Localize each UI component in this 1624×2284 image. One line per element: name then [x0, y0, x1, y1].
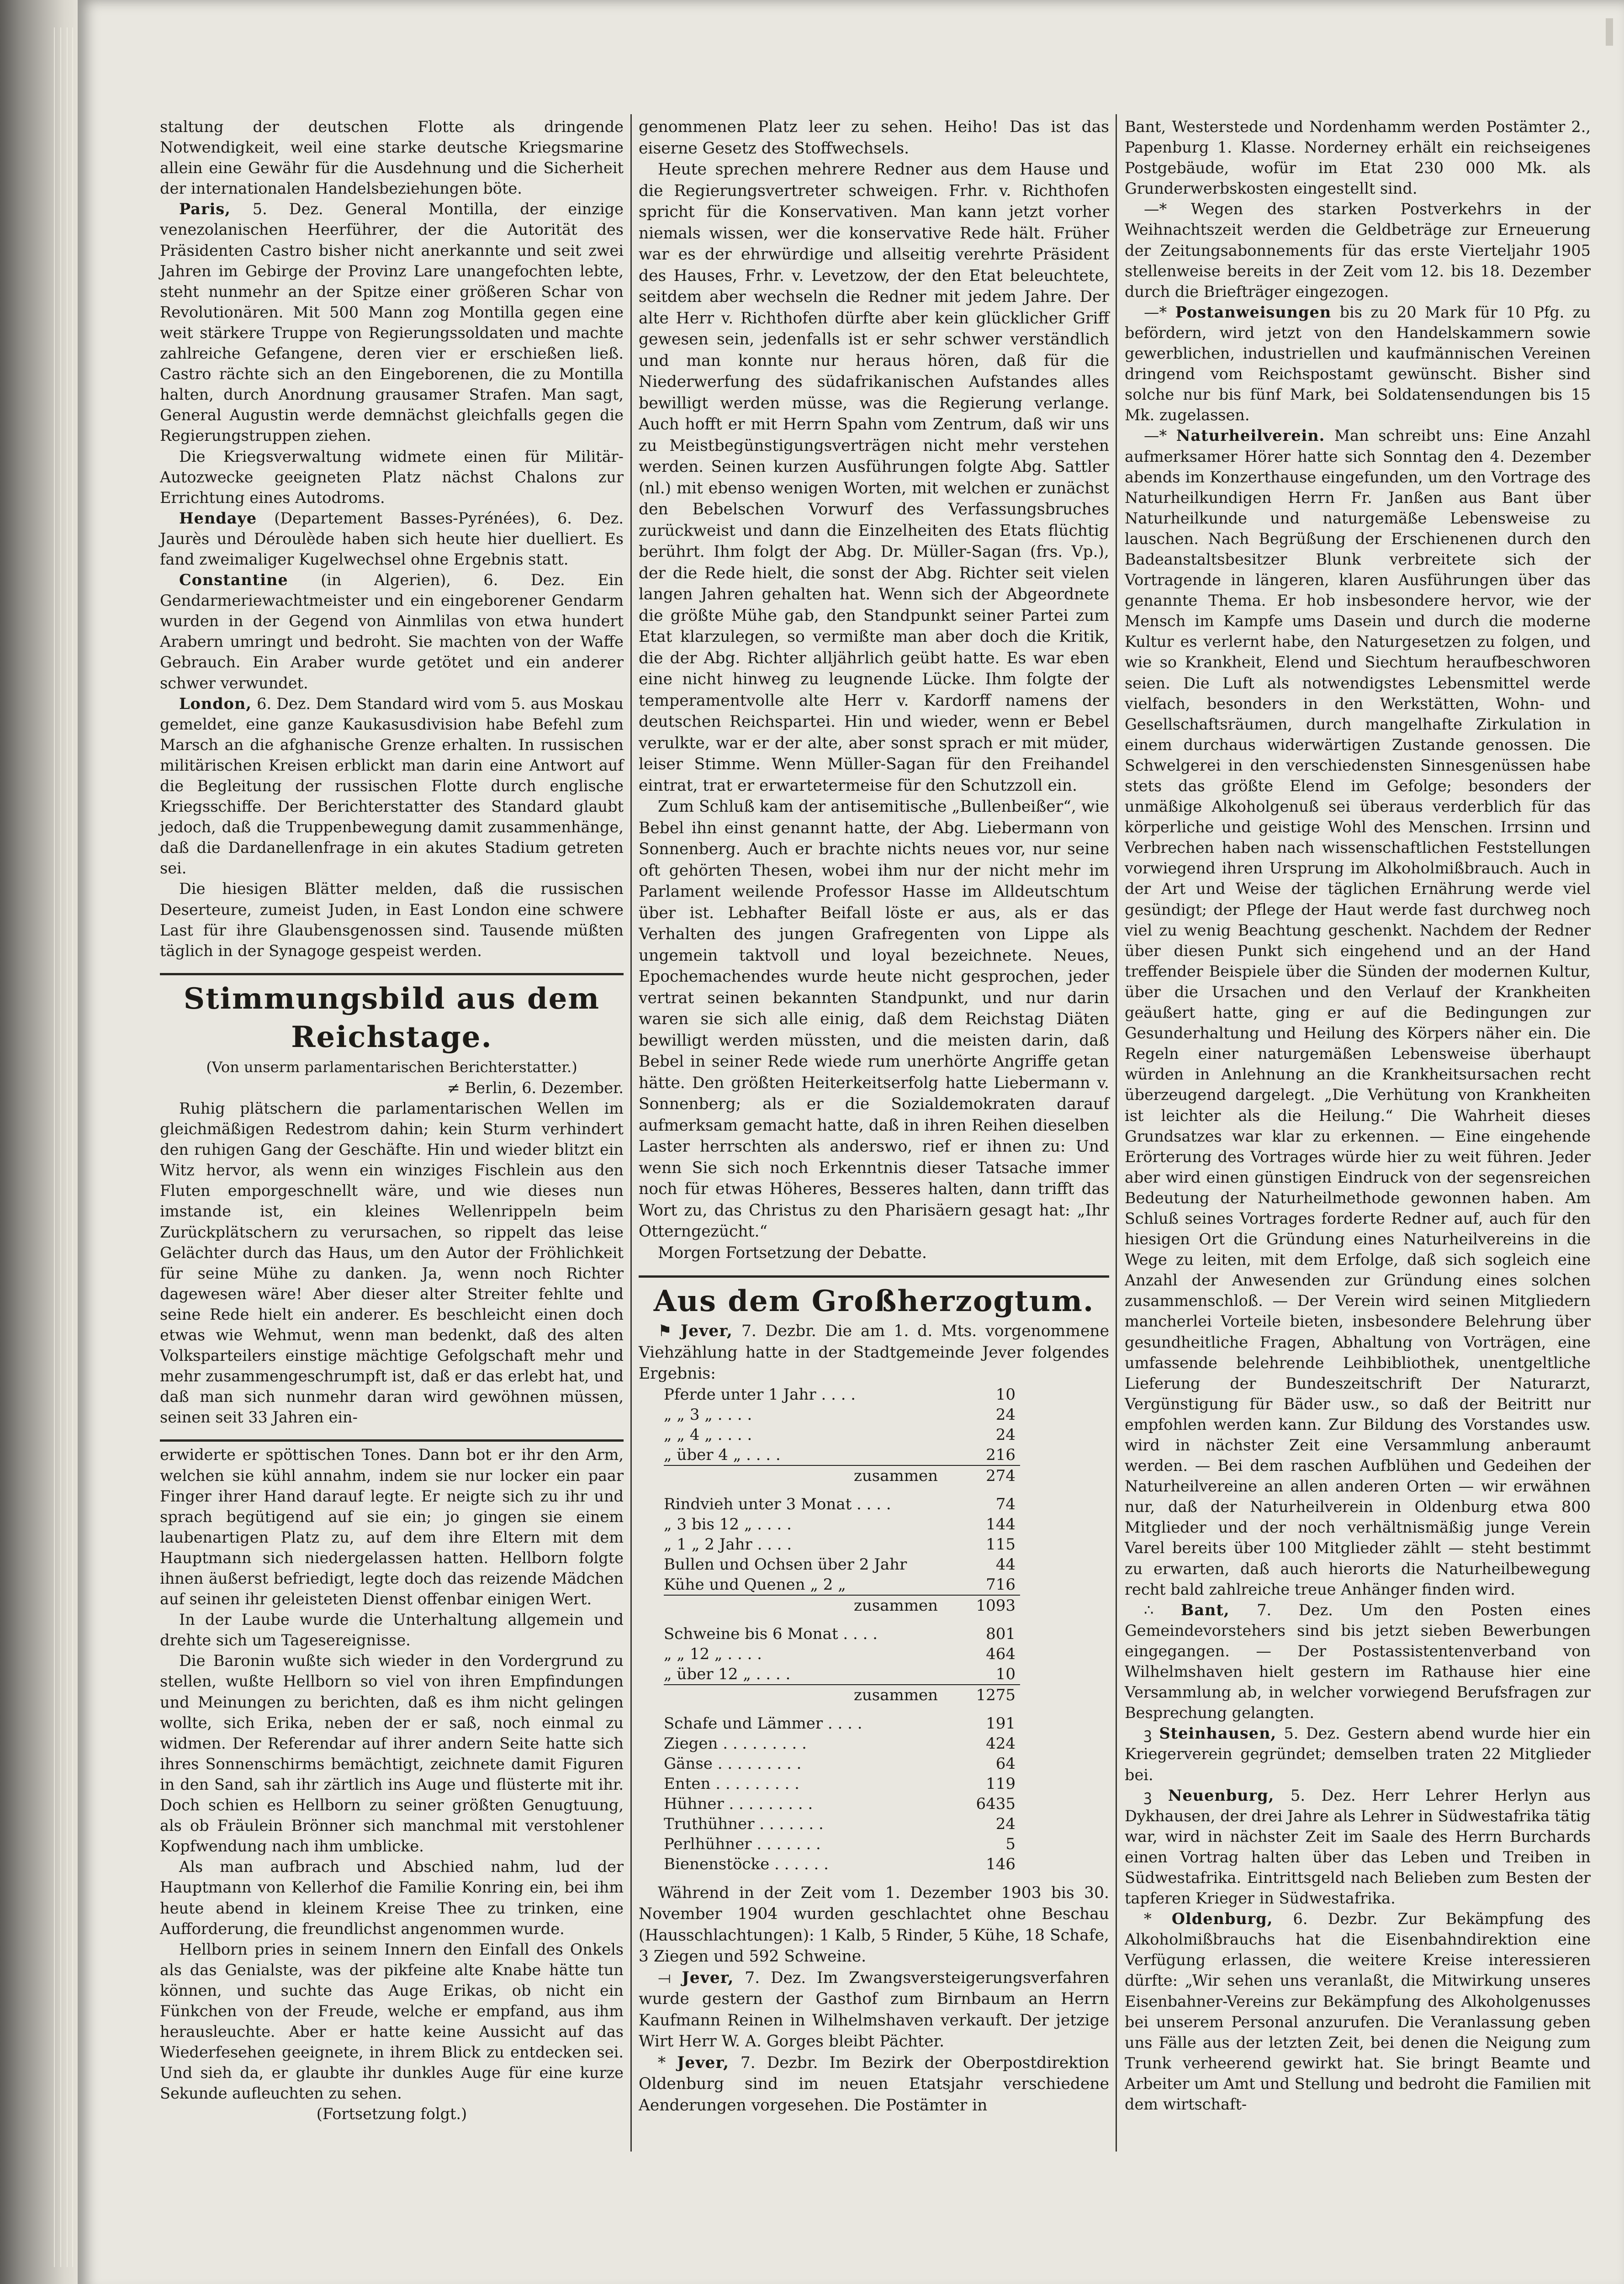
- row-label: Enten . . . . . . . . .: [664, 1774, 799, 1793]
- feuilleton-text: erwiderte er spöttischen Tones. Dann bot er ihr den Arm, welchen sie kühl annahm, indem sie nur locker ein paar Finger ihrer Hand darauf legte. Er neigte sich zu ihr und sprach begütigend auf sie ein; jo gingen sie einem laubenartigen Platz zu, auf dem ihre Eltern mit dem Hauptmann sich niedergelassen hatten. Hellborn folgte ihnen äußerst befriedigt, legte doch das reizende Mädchen auf seinen ihr geleisteten Dienst offenbar einigen Wert.: [160, 1446, 624, 1608]
- column-rule-2: [1116, 114, 1117, 2152]
- place-name: Paris,: [179, 200, 231, 218]
- item-keyword: Naturheilverein.: [1176, 427, 1325, 445]
- livestock-table: [664, 1385, 1020, 1882]
- row-label: Pferde unter 1 Jahr . . . .: [664, 1385, 856, 1404]
- table-row: [664, 1854, 1020, 1874]
- item-mark-icon: ⚑: [658, 1322, 672, 1340]
- section-subline: (Von unserm parlamentarischen Berichterstatter.): [206, 1058, 577, 1076]
- sum-label: zusammen: [664, 1465, 952, 1486]
- dateline: ≠ Berlin, 6. Dezember.: [447, 1079, 624, 1097]
- row-value: 24: [995, 1405, 1016, 1424]
- row-value: 115: [986, 1535, 1016, 1554]
- sum-value: 1093: [952, 1595, 1020, 1616]
- item-mark-icon: ꝫ: [1144, 1724, 1152, 1743]
- row-value: 216: [986, 1445, 1016, 1464]
- news-item-hendaye: Hendaye (Departement Basses-Pyrénées), 6. Dez. Jaurès und Déroulède haben sich heute hier duelliert. Es fand zweimaliger Kugelwechsel ohne Ergebnis statt.: [160, 509, 624, 568]
- article-text: Während in der Zeit vom 1. Dezember 1903 bis 30. November 1904 wurden geschlachtet ohne Beschau (Hausschlachtungen): 1 Kalb, 5 Rinder, 5 Kühe, 18 Schafe, 3 Ziegen und 592 Schweine.: [639, 1883, 1109, 1966]
- table-row: [664, 1445, 1020, 1465]
- news-item-paris: Paris, 5. Dez. General Montilla, der einzige venezolanischen Heerführer, der die Autorität des Präsidenten Castro bisher nicht anerkannte und seit zwei Jahren im Gebirge der Provinz Lare unangefochten lebte, steht nunmehr an der Spitze einer größeren Schar von Revolutionären. Mit 500 Mann zog Montilla gegen eine weit stärkere Truppe von Regierungssoldaten und machte zahlreiche Gefangene, deren vier er erschießen ließ. Castro rächte sich an den Eingeborenen, die zu Montilla halten, durch Anordnung grausamer Strafen. Man sagt, General Augustin werde demnächst gleichfalls gegen die Regierungstruppen ziehen.: [160, 200, 624, 445]
- sum-label: zusammen: [664, 1595, 952, 1616]
- section-divider: [639, 1275, 1109, 1278]
- feuilleton-text: Die Baronin wußte sich wieder in den Vordergrund zu stellen, wußte Hellborn so viel von ihren Empfindungen und Meinungen zu berichten, daß es ihm nicht gelingen wollte, sich Erika, neben der er saß, noch einmal zu widmen. Der Referendar auf ihrer andern Seite hatte sich ihres Sonnenschirms bemächtigt, zeichnete damit Figuren in den Sand, sah ihr zärtlich ins Auge und flüsterte mit ihr. Doch schien es Hellborn zu seiner größten Genugtuung, als ob Fräulein Brönner sich manchmal mit verstohlener Kopfwendung nach ihm umblicke.: [160, 1652, 624, 1856]
- table-sum-row: [664, 1685, 1020, 1705]
- news-item-jever-post: * Jever, 7. Dezbr. Im Bezirk der Oberpostdirektion Oldenburg sind im neuen Etatsjahr verschiedene Aenderungen vorgesehen. Die Postämter in: [639, 2053, 1109, 2115]
- news-item-jever-gasthof: ⟞ Jever, 7. Dez. Im Zwangsversteigerungsverfahren wurde gestern der Gasthof zum Birnbaum an Herrn Kaufmann Reinen in Wilhelmshaven verkauft. Der jetzige Wirt Herr W. A. Gorges bleibt Pächter.: [639, 1968, 1109, 2051]
- news-item-blaetter: Die hiesigen Blätter melden, daß die russischen Deserteure, zumeist Juden, in East London eine schwere Last für ihre Glaubensgenossen sind. Tausende müßten täglich in der Synagoge gespeist werden.: [160, 880, 624, 960]
- place-name: Bant,: [1181, 1601, 1230, 1619]
- place-name: Oldenburg,: [1171, 1910, 1273, 1928]
- row-value: 5: [1005, 1835, 1016, 1853]
- news-item-naturheilverein: —* Naturheilverein. Man schreibt uns: Eine Anzahl aufmerksamer Hörer hatte sich Sonntag den 4. Dezember abends im Konzerthause eingefunden, um den Vortrage des Naturheilkundigen Herrn Fr. Janßen aus Bant über Naturheilkunde und naturgemäße Lebensweise zu lauschen. Nach Begrüßung der Erschienenen durch den Badeanstaltsbesitzer Blunk verbreitete sich der Vortragende in längeren, klaren Ausführungen über das genannte Thema. Er hob insbesondere hervor, wie der Mensch im Kampfe ums Dasein und durch die moderne Kultur es verlernt habe, den Naturgesetzen zu folgen, und wie so Krankheit, Elend und Siechtum heraufbeschworen seien. Die Luft als notwendigstes Lebensmittel werde vielfach, besonders in den Werkstätten, Wohn- und Gesellschaftsräumen, durch mangelhafte Zirkulation in einem durchaus widerwärtigen Zustande genossen. Die Schwelgerei in den verschiedensten Sinnesgenüssen habe stets das größte Elend im Gefolge; besonders der unmäßige Alkoholgenuß sei überaus verderblich für das körperliche und geistige Wohl des Menschen. Irrsinn und Verbrechen haben nach wissenschaftlichen Feststellungen vorwiegend ihren Ursprung im Alkoholmißbrauch. Auch in der Art und Weise der täglichen Ernährung werde viel gesündigt; der Pflege der Haut werde fast durchweg noch viel zu wenig Beachtung geschenkt. Nachdem der Redner über diesen Punkt sich eingehend und an der Hand treffender Beispiele über die Sünden der modernen Kultur, über die Ursachen und den Verlauf der Krankheiten geäußert hatte, ging er auf die Bedingungen zur Gesunderhaltung und Heilung des Körpers näher ein. Die Regeln einer naturgemäßen Lebensweise überhaupt würden in Anlehnung an die Krankheitsursachen recht überzeugend dargelegt. „Die Verhütung von Krankheiten ist leichter als die Heilung.“ Die Wahrheit dieses Grundsatzes war klar zu erkennen. — Eine eingehende Erörterung des Vortrages würde hier zu weit führen. Jeder aber wird einen günstigen Eindruck von der segensreichen Bedeutung der Naturheilmethode gewonnen haben. Am Schluß seines Vortrages forderte Redner auf, auch für den hiesigen Ort die Gründung eines Naturheilvereins in die Wege zu leiten, mit dem Erfolge, daß sich sogleich eine Anzahl der Anwesenden zur Gründung eines solchen zusammenschloß. — Der Verein wird seinen Mitgliedern mancherlei Vorteile bieten, insbesondere Belehrung über gesundheitliche Fragen, Abhaltung von Vorträgen, eine umfassende belehrende Leihbibliothek, unentgeltliche Lieferung der Bundeszeitschrift Der Naturarzt, Vergünstigung für Bäder usw., so daß der Beitritt nur empfohlen werden kann. Zur Bildung des Vorstandes usw. wird in nächster Zeit eine Versammlung anberaumt werden. — Bei dem raschen Aufblühen und Gedeihen der Naturheilvereine an allen anderen Orten — wir erwähnen nur, daß der Naturheilverein in Oldenburg etwa 800 Mitglieder und der noch verhältnismäßig junge Verein Varel bereits über 100 Mitglieder zählt — steht bestimmt zu erwarten, daß auch hierorts die Naturheilbewegung recht bald zahlreiche treue Anhänger finden wird.: [1125, 427, 1591, 1598]
- table-row: [664, 1664, 1020, 1685]
- place-name: Jever,: [682, 1968, 734, 1987]
- news-item-neuenburg: ꝫ Neuenburg, 5. Dez. Herr Lehrer Herlyn aus Dykhausen, der drei Jahre als Lehrer in Südwestafrika tätig war, wird in nächster Zeit im Saale des Herrn Burchards einen Vortrag halten über das Leben und Treiben in Südwestafrika. Eintrittsgeld nach Belieben zum Besten der tapferen Krieger in Südwestafrika.: [1125, 1786, 1591, 1908]
- column-2: [639, 116, 1109, 2116]
- table-row: [664, 1713, 1020, 1734]
- column-1: [160, 116, 624, 2125]
- article-text: staltung der deutschen Flotte als dringende Notwendigkeit, weil eine starke deutsche Kriegsmarine allein eine Gewähr für die Ausdehnung und die Sicherheit der internationalen Handelsbeziehungen böte.: [160, 118, 624, 198]
- item-keyword: Postanweisungen: [1175, 303, 1332, 321]
- page-edge: [1606, 18, 1613, 46]
- table-sum-row: [664, 1465, 1020, 1486]
- feuilleton-divider: [160, 1439, 624, 1442]
- item-mark-icon: ∴: [1144, 1601, 1154, 1619]
- row-value: 44: [995, 1555, 1016, 1574]
- news-item-bant: ∴ Bant, 7. Dez. Um den Posten eines Gemeindevorstehers sind bis jetzt sieben Bewerbungen eingegangen. — Der Postassistentenverband von Wilhelmshaven hielt gestern im Rathause hier eine Versammlung ab, in welcher vorwiegend Berufsfragen zur Besprechung gelangten.: [1125, 1601, 1591, 1722]
- section-divider: [160, 973, 624, 975]
- feuilleton-text: Hellborn pries in seinem Innern den Einfall des Onkels als das Genialste, was der pikfeine alte Knabe hätte tun können, und suchte das Auge Erikas, ob nicht ein Fünkchen von der Freude, welche er empfand, aus ihm herausleuchte. Aber er hatte keine Aussicht auf das Wiederfesehen geeignete, in ihrem Blick zu entdecken sei. Und sieh da, er glaubte ihr dunkles Auge für eine kurze Sekunde aufleuchten zu sehen.: [160, 1940, 624, 2103]
- article-text: Zum Schluß kam der antisemitische „Bullenbeißer“, wie Bebel ihn einst genannt hatte, der Abg. Liebermann von Sonnenberg. Auch er brachte nichts neues vor, nur seine oft gehörten Thesen, wobei ihm nur der nicht mehr im Parlament weilende Professor Hasse im Alldeutschtum über ist. Lebhafter Beifall löste er aus, als er das Verhalten des jungen Grafregenten von Lippe als ungemein taktvoll und loyal bezeichnete. Neues, Epochemachendes wurde heute nicht gesprochen, jeder vertrat seinen bekannten Standpunkt, und nur darin waren sie sich alle einig, daß dem Reichstag Diäten bewilligt werden müssten, und die meisten darin, daß Bebel in seiner Rede wiede rum unerhörte Angriffe getan hätte. Den größten Heiterkeitserfolg hatte Liebermann v. Sonnenberg; als er die Sozialdemokraten darauf aufmerksam gemacht hatte, daß in ihren Reihen dieselben Laster herrschten als anderswo, rief er ihnen zu: Und wenn Sie sich noch Erkenntnis dieser Tatsache immer noch für etwas Höheres, Besseres halten, dann trifft das Wort zu, das Christus zu den Pharisäern gesagt hat: „Ihr Otterngezücht.“: [639, 798, 1109, 1241]
- article-text: genommenen Platz leer zu sehen. Heiho! Das ist das eiserne Gesetz des Stoffwechsels.: [639, 118, 1109, 158]
- book-binding: [0, 0, 80, 2284]
- table-row: [664, 1834, 1020, 1854]
- row-value: 24: [995, 1814, 1016, 1833]
- row-label: „ „ 12 „ . . . .: [664, 1644, 762, 1663]
- news-item-jever-viehzaehlung: ⚑ Jever, 7. Dezbr. Die am 1. d. Mts. vorgenommene Viehzählung hatte in der Stadtgemeinde Jever folgendes Ergebnis:: [639, 1322, 1110, 1383]
- column-3: [1125, 116, 1591, 2115]
- row-value: 10: [995, 1665, 1016, 1683]
- item-mark-icon: ꝫ: [1144, 1786, 1152, 1804]
- table-row: [664, 1734, 1020, 1754]
- row-label: Kühe und Quenen „ 2 „: [664, 1575, 846, 1594]
- article-text: Morgen Fortsetzung der Debatte.: [658, 1243, 927, 1262]
- row-label: „ „ 4 „ . . . .: [664, 1425, 752, 1444]
- item-mark-icon: ⟞: [658, 1968, 671, 1987]
- news-item-zeitungsabonnements: —* Wegen des starken Postverkehrs in der Weihnachtszeit werden die Geldbeträge zur Erneuerung der Zeitungsabonnements für das erste Vierteljahr 1905 stellenweise bereits in der Zeit vom 12. bis 18. Dezember durch die Briefträger eingezogen.: [1125, 200, 1591, 301]
- table-row: [664, 1514, 1020, 1534]
- row-value: 10: [995, 1385, 1016, 1404]
- row-value: 24: [995, 1425, 1016, 1444]
- feuilleton-text: Als man aufbrach und Abschied nahm, lud der Hauptmann von Kellerhof die Familie Konring ein, bei ihm heute abend in kleinem Kreise Thee zu trinken, eine Aufforderung, die freundlichst angenommen wurde.: [160, 1858, 624, 1938]
- table-row: [664, 1405, 1020, 1425]
- newspaper-page: [78, 0, 1624, 2284]
- row-value: 64: [995, 1754, 1016, 1773]
- table-row: [664, 1385, 1020, 1405]
- item-mark-icon: *: [658, 2053, 666, 2072]
- row-label: „ über 4 „ . . . .: [664, 1445, 781, 1464]
- section-heading-reichstag: Stimmungsbild aus dem Reichstage.: [183, 981, 600, 1054]
- table-row: [664, 1624, 1020, 1644]
- row-label: Bienenstöcke . . . . . .: [664, 1855, 829, 1873]
- row-label: Truthühner . . . . . . .: [664, 1814, 824, 1833]
- table-row: [664, 1754, 1020, 1774]
- article-text: Ruhig plätschern die parlamentarischen Wellen im gleichmäßigen Redestrom dahin; kein Sturm verhindert den ruhigen Gang der Geschäfte. Hin und wieder blitzt ein Witz hervor, als wenn ein winziges Fischlein aus den Fluten emporgeschnellt wäre, und wie dieses nun imstande ist, ein kleines Wellenrippeln beim Zurückplätschern zu verursachen, so rippelt das leise Gelächter durch das Haus, um den Autor der Fröhlichkeit für seine Mühe zu danken. Ja, wenn noch Richter dagewesen wäre! Aber dieser alter Streiter fehlte und seine Rede hielt ein anderer. Es beschleicht einen doch etwas wie Wehmut, wenn man bedenkt, daß des alten Volksparteilers einstige mächtige Gefolgschaft mehr und mehr zusammengeschrumpft ist, daß er das erlebt hat, und daß man sich nunmehr daran wird gewöhnen müssen, seinen seit 33 Jahren ein-: [160, 1099, 624, 1427]
- sum-value: 1275: [952, 1685, 1020, 1705]
- row-label: Rindvieh unter 3 Monat . . . .: [664, 1495, 891, 1513]
- row-label: Bullen und Ochsen über 2 Jahr: [664, 1555, 907, 1574]
- news-item-london: London, 6. Dez. Dem Standard wird vom 5. aus Moskau gemeldet, eine ganze Kaukasusdivision habe Befehl zum Marsch an die afghanische Grenze erhalten. In russischen militärischen Kreisen erblickt man darin eine Antwort auf die Begleitung der russischen Flotte durch englische Kriegsschiffe. Der Berichterstatter des Standard glaubt jedoch, daß die Truppenbewegung damit zusammenhänge, daß die Dardanellenfrage in ein akutes Stadium getreten sei.: [160, 694, 624, 878]
- place-name: Jever,: [677, 2053, 730, 2072]
- place-name: Hendaye: [179, 509, 257, 527]
- row-value: 424: [986, 1734, 1016, 1753]
- article-text: Heute sprechen mehrere Redner aus dem Hause und die Regierungsvertreter schweigen. Frhr. v. Richthofen spricht für die Konservativen. Man kann jetzt vorher niemals wissen, wer die konservative Rede hält. Früher war es der ehrwürdige und allseitig verehrte Präsident des Hauses, Frhr. v. Levetzow, der den Etat beleuchtete, seitdem aber wechseln die Redner mit jedem Jahre. Der alte Herr v. Richthofen dürfte aber kein glücklicher Griff gewesen sein, jedenfalls ist er sehr schwer verständlich und man konnte nur heraus hören, daß für die Niederwerfung des südafrikanischen Aufstandes alles bewilligt werden müsse, was die Regierung verlange. Auch hofft er mit Herrn Spahn vom Zentrum, daß wir uns zu Meistbegünstigungsverträgen nicht mehr verstehen werden. Seinen kurzen Ausführungen folgte Abg. Sattler (nl.) mit ebenso wenigen Worten, mit welchen er zunächst den Bebelschen Vorwurf des Verfassungsbruches zurückweist und dann die Einzelheiten des Etats flüchtig berührt. Ihm folgt der Abg. Dr. Müller-Sagan (frs. Vp.), der die Rede hielt, die sonst der Abg. Richter seit vielen langen Jahren gehalten hat. Wenn sich der Abgeordnete die größte Mühe gab, den Standpunkt seiner Partei zum Etat klarzulegen, so vermißte man aber doch die Kritik, die der Abg. Richter alljährlich geübt hatte. Es war eben eine nicht hinweg zu leugnende Lücke. Ihm folgte der temperamentvolle alte Herr v. Kardorff namens der deutschen Reichspartei. Hin und wieder, wenn er Bebel verulkte, war er der alte, aber sonst sprach er mit müder, leiser Stimme. Wenn Müller-Sagan für den Freihandel eintrat, trat er erwartetermeise für den Schutzzoll ein.: [639, 160, 1109, 795]
- feuilleton-text: In der Laube wurde die Unterhaltung allgemein und drehte sich um Tagesereignisse.: [160, 1611, 624, 1650]
- place-name: Steinhausen,: [1159, 1724, 1277, 1743]
- row-value: 74: [995, 1495, 1016, 1513]
- table-row: [664, 1774, 1020, 1794]
- row-label: „ 3 bis 12 „ . . . .: [664, 1515, 792, 1533]
- section-heading-grossherzogtum: Aus dem Großherzogtum.: [653, 1284, 1095, 1318]
- row-label: Gänse . . . . . . . . .: [664, 1754, 802, 1773]
- row-value: 191: [986, 1714, 1016, 1733]
- row-label: Hühner . . . . . . . . .: [664, 1794, 813, 1813]
- column-rule-1: [630, 114, 632, 2152]
- news-item-postanweisungen: —* Postanweisungen bis zu 20 Mark für 10 Pfg. zu befördern, wird jetzt von den Handelskammern sowie gewerblichen, industriellen und kaufmännischen Vereinen dringend vom Reichspostamt gewünscht. Bisher sind solche nur bis fünf Mark, bei Soldatensendungen bis 15 Mk. zugelassen.: [1125, 303, 1591, 424]
- table-row: [664, 1814, 1020, 1834]
- row-value: 716: [986, 1575, 1016, 1594]
- row-label: Ziegen . . . . . . . . .: [664, 1734, 807, 1753]
- table-row: [664, 1534, 1020, 1554]
- row-label: Schafe und Lämmer . . . .: [664, 1714, 862, 1733]
- row-label: „ 1 „ 2 Jahr . . . .: [664, 1535, 792, 1554]
- table-row: [664, 1644, 1020, 1664]
- place-name: Neuenburg,: [1168, 1786, 1275, 1804]
- continuation-note: (Fortsetzung folgt.): [316, 2105, 467, 2123]
- row-value: 6435: [976, 1794, 1016, 1813]
- table-row: [664, 1794, 1020, 1814]
- article-text: Bant, Westerstede und Nordenhamm werden Postämter 2., Papenburg 1. Klasse. Norderney erhält ein reichseigenes Postgebäude, wofür im Etat 230 000 Mk. als Grunderwerbskosten eingestellt sind.: [1125, 118, 1591, 198]
- row-label: Schweine bis 6 Monat . . . .: [664, 1624, 878, 1643]
- place-name: London,: [179, 694, 252, 713]
- news-item-constantine: Constantine (in Algerien), 6. Dez. Ein Gendarmeriewachtmeister und ein eingeborener Gendarm wurden in der Gegend von Ainmlilas von etwa hundert Arabern umringt und bedroht. Sie machten von der Waffe Gebrauch. Ein Araber wurde getötet und ein anderer schwer verwundet.: [160, 571, 624, 692]
- row-value: 119: [986, 1774, 1016, 1793]
- row-value: 801: [986, 1624, 1016, 1643]
- place-name: Jever,: [680, 1322, 733, 1340]
- row-value: 146: [986, 1855, 1016, 1873]
- row-label: „ über 12 „ . . . .: [664, 1665, 791, 1683]
- table-row: [664, 1575, 1020, 1595]
- row-value: 144: [986, 1515, 1016, 1533]
- sum-value: 274: [952, 1465, 1020, 1486]
- table-row: [664, 1554, 1020, 1575]
- place-name: Constantine: [179, 571, 288, 589]
- news-item-steinhausen: ꝫ Steinhausen, 5. Dez. Gestern abend wurde hier ein Kriegerverein gegründet; demselben traten 22 Mitglieder bei.: [1125, 1724, 1591, 1784]
- item-mark-icon: *: [1144, 1910, 1152, 1928]
- news-item-kriegsverwaltung: Die Kriegsverwaltung widmete einen für Militär-Autozwecke geeigneten Platz nächst Chalons zur Errichtung eines Autodroms.: [160, 447, 624, 507]
- table-sum-row: [664, 1595, 1020, 1616]
- table-row: [664, 1425, 1020, 1445]
- row-label: Perlhühner . . . . . . .: [664, 1835, 821, 1853]
- table-row: [664, 1494, 1020, 1514]
- sum-label: zusammen: [664, 1685, 952, 1705]
- row-label: „ „ 3 „ . . . .: [664, 1405, 752, 1424]
- row-value: 464: [986, 1644, 1016, 1663]
- news-item-oldenburg: * Oldenburg, 6. Dezbr. Zur Bekämpfung des Alkoholmißbrauchs hat die Eisenbahndirektion eine Verfügung erlassen, die weitere Kreise interessieren dürfte: „Wir sehen uns veranlaßt, die Mitwirkung unseres Eisenbahner-Vereins zur Bekämpfung des Alkoholgenusses bei unserem Personal anzurufen. Die Veranlassung geben uns Fälle aus der letzten Zeit, bei denen die Neigung zum Trunk verheerend gewirkt hat. Sie bringt Beamte und Arbeiter um Amt und Stellung und bedroht die Familien mit dem wirtschaft-: [1125, 1910, 1591, 2113]
